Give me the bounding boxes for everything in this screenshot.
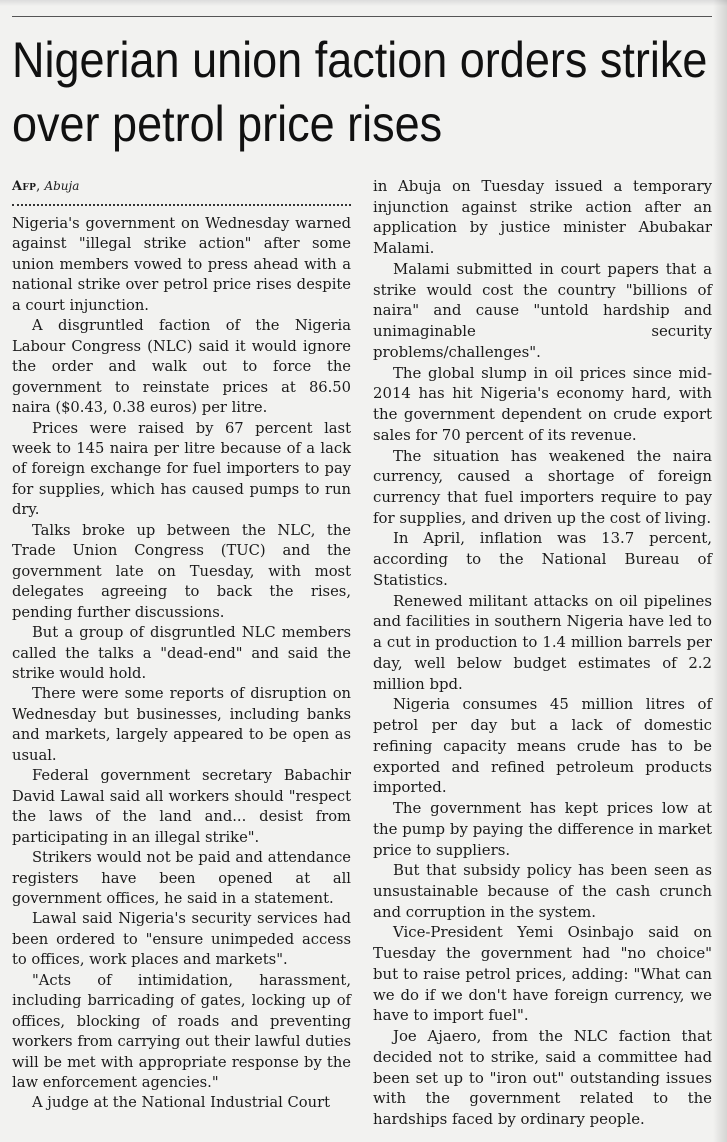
paragraph: Nigeria consumes 45 million litres of petrol per day but a lack of domestic refining capacity means crude has to be exported and refined petroleum products imported.	[373, 695, 712, 797]
paragraph: A disgruntled faction of the Nigeria Labour Congress (NLC) said it would ignore the order and walk out to force the government to reinstate prices at 86.50 naira ($0.43, 0.38 euros) per litre.	[12, 317, 351, 417]
dotted-divider	[12, 200, 351, 206]
article-column-1	[12, 177, 351, 1114]
paragraph: In April, inflation was 13.7 percent, according to the National Bureau of Statistics.	[373, 529, 712, 589]
paragraph: The government has kept prices low at the pump by paying the difference in market price to suppliers.	[373, 799, 712, 859]
paragraph: The situation has weakened the naira currency, caused a shortage of foreign currency that fuel importers require to pay for supplies, and driven up the cost of living.	[373, 446, 712, 527]
byline-place: Abuja	[44, 179, 80, 193]
page-top-shadow	[0, 0, 727, 6]
headline-line-1: Nigerian union faction orders strike	[12, 32, 708, 88]
byline-agency: Afp	[12, 179, 37, 194]
paragraph: But a group of disgruntled NLC members called the talks a "dead-end" and said the strike would hold.	[12, 624, 351, 682]
top-rule	[12, 16, 712, 17]
paragraph: The global slump in oil prices since mid-2014 has hit Nigeria's economy hard, with the government dependent on crude export sales for 70 percent of its revenue.	[373, 363, 712, 444]
headline-line-2: over petrol price rises	[12, 96, 443, 152]
paragraph: There were some reports of disruption on Wednesday but businesses, including banks and markets, largely appeared to be open as usual.	[12, 685, 351, 764]
page-edge-shadow	[713, 0, 727, 1142]
paragraph: Prices were raised by 67 percent last week to 145 naira per litre because of a lack of foreign exchange for fuel importers to pay for supplies, which has caused pumps to run dry.	[12, 419, 351, 519]
paragraph: But that subsidy policy has been seen as unsustainable because of the cash crunch and corruption in the system.	[373, 861, 712, 921]
paragraph: A judge at the National Industrial Court	[32, 1094, 331, 1112]
paragraph: "Acts of intimidation, harassment, including barricading of gates, locking up of offices, blocking of roads and preventing workers from carrying out their lawful duties will be met with appropriate response by the law enforcement agencies."	[12, 971, 351, 1092]
paragraph: Malami submitted in court papers that a strike would cost the country "billions of naira" and cause "untold hardship and unimaginable security problems/challenges".	[373, 259, 712, 361]
byline-separator: ,	[36, 179, 41, 194]
paragraph: Federal government secretary Babachir David Lawal said all workers should "respect the laws of the land and... desist from participating in an illegal strike".	[12, 767, 351, 846]
paragraph: Vice-President Yemi Osinbajo said on Tuesday the government had "no choice" but to raise petrol prices, adding: "What can we do if we don't have foreign currency, we have to import fuel".	[373, 923, 712, 1025]
paragraph: Nigeria's government on Wednesday warned against "illegal strike action" after some union members vowed to press ahead with a national strike over petrol price rises despite a court injunction.	[12, 215, 351, 314]
paragraph: Joe Ajaero, from the NLC faction that decided not to strike, said a committee had been set up to "iron out" outstanding issues with the government related to the hardships faced by ordinary people.	[373, 1027, 712, 1129]
paragraph: Talks broke up between the NLC, the Trade Union Congress (TUC) and the government late on Tuesday, with most delegates agreeing to back the rises, pending further discussions.	[12, 521, 351, 621]
paragraph: Strikers would not be paid and attendance registers have been opened at all government offices, he said in a statement.	[12, 849, 351, 907]
byline	[12, 177, 351, 196]
paragraph: Renewed militant attacks on oil pipelines and facilities in southern Nigeria have led to a cut in production to 1.4 million barrels per day, well below budget estimates of 2.2 million bpd.	[373, 591, 712, 693]
paragraph-continuation: in Abuja on Tuesday issued a temporary injunction against strike action after an application by justice minister Abubakar Malami.	[373, 177, 712, 258]
article-column-2	[373, 176, 712, 1130]
paragraph: Lawal said Nigeria's security services had been ordered to "ensure unimpeded access to offices, work places and markets".	[12, 910, 351, 969]
headline	[12, 28, 708, 156]
